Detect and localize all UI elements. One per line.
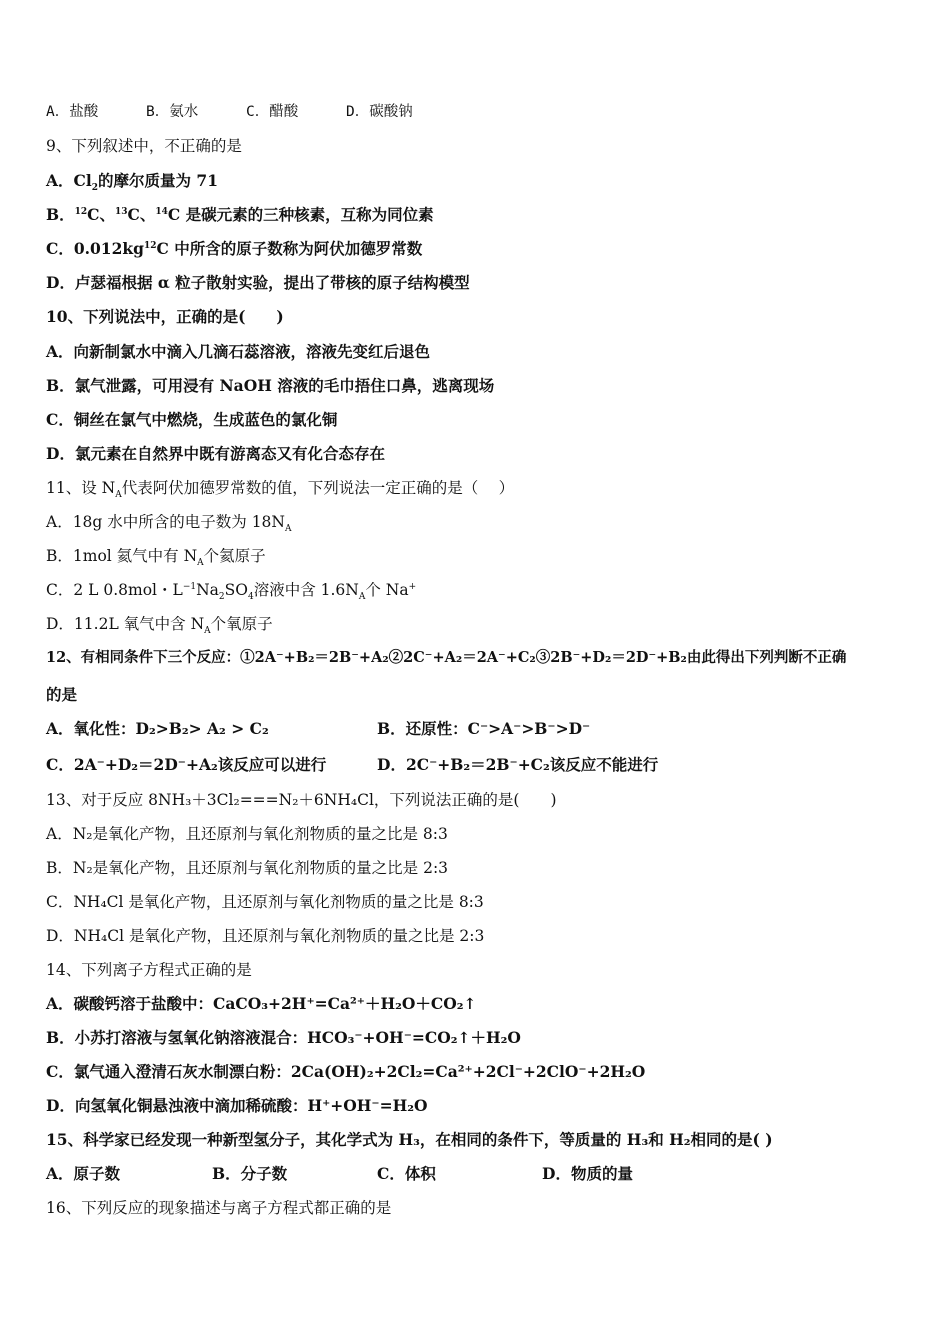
q8-option-a: A．盐酸 — [46, 104, 99, 120]
q15-option-a: A．原子数 — [46, 1164, 121, 1183]
q8-option-b: B．氨水 — [146, 104, 199, 120]
q9-stem: 9、下列叙述中，不正确的是 — [46, 137, 242, 155]
q13-option-a: A．N₂是氧化产物，且还原剂与氧化剂物质的量之比是 8:3 — [46, 825, 448, 843]
q11-stem: 11、设 $N_A$代表阿伏加德罗常数的值，下列说法一定正确的是（ ） — [46, 479, 515, 501]
q12-option-a: A．氧化性：D₂>B₂> A₂ > C₂ — [46, 719, 269, 738]
q14-option-c: C．氯气通入澄清石灰水制漂白粉：2Ca(OH)₂+2Cl₂=Ca²⁺+2Cl⁻+2ClO⁻+2H₂O — [46, 1062, 646, 1081]
q15-option-c: C．体积 — [377, 1164, 436, 1183]
q9-option-d: D．卢瑟福根据 α 粒子散射实验，提出了带核的原子结构模型 — [46, 273, 470, 292]
q15-option-b: B．分子数 — [212, 1164, 288, 1183]
q10-option-c: C．铜丝在氯气中燃烧，生成蓝色的氯化铜 — [46, 410, 338, 429]
q15-stem: 15、科学家已经发现一种新型氢分子，其化学式为 H₃，在相同的条件下，等质量的 H₃和 H₂相同的是( ) — [46, 1130, 773, 1149]
q16-stem: 16、下列反应的现象描述与离子方程式都正确的是 — [46, 1199, 392, 1217]
q15-option-d: D．物质的量 — [542, 1164, 633, 1183]
q11-option-a: A．18g 水中所含的电子数为 $18N_A$ — [46, 513, 292, 535]
q11-option-c: C．2 L 0.8mol・$L^{-1}Na_2SO_4$溶液中含 $1.6N_A$个 Na+ — [46, 581, 417, 603]
q10-stem: 10、下列说法中，正确的是( ) — [46, 307, 284, 326]
q12-option-b: B．还原性：C⁻>A⁻>B⁻>D⁻ — [377, 719, 591, 738]
q12-option-d: D．2C⁻+B₂＝2B⁻+C₂该反应不能进行 — [377, 755, 659, 774]
q10-option-b: B．氯气泄露，可用浸有 NaOH 溶液的毛巾捂住口鼻，逃离现场 — [46, 376, 495, 395]
q9-option-a: A．$Cl_2$的摩尔质量为 71 — [46, 171, 218, 194]
q11-option-d: D．11.2L 氧气中含 $N_A$个氧原子 — [46, 615, 273, 637]
q13-option-b: B．N₂是氧化产物，且还原剂与氧化剂物质的量之比是 2:3 — [46, 859, 449, 877]
q8-option-c: C．醋酸 — [246, 104, 299, 120]
q10-option-a: A．向新制氯水中滴入几滴石蕊溶液，溶液先变红后退色 — [46, 342, 431, 361]
q8-option-d: D．碳酸钠 — [346, 104, 413, 120]
q14-option-a: A．碳酸钙溶于盐酸中：CaCO₃+2H⁺=Ca²⁺＋H₂O＋CO₂↑ — [46, 994, 477, 1013]
q14-option-d: D．向氢氧化铜悬浊液中滴加稀硫酸：H⁺+OH⁻=H₂O — [46, 1096, 428, 1115]
q14-option-b: B．小苏打溶液与氢氧化钠溶液混合：HCO₃⁻+OH⁻=CO₂↑＋H₂O — [46, 1028, 521, 1047]
q9-option-b: B．$^{12}$C、$^{13}$C、$^{14}$C 是碳元素的三种核素，互称为同位素 — [46, 205, 434, 224]
q9-option-c: C．$0.012kg^{12}C$ 中所含的原子数称为阿伏加德罗常数 — [46, 239, 423, 258]
q14-stem: 14、下列离子方程式正确的是 — [46, 961, 252, 979]
q12-stem-line2: 的是 — [46, 685, 78, 704]
q13-option-c: C．NH₄Cl 是氧化产物，且还原剂与氧化剂物质的量之比是 8:3 — [46, 893, 484, 911]
q12-option-c: C．2A⁻+D₂＝2D⁻+A₂该反应可以进行 — [46, 755, 327, 774]
q12-stem-line1: 12、有相同条件下三个反应：①2A⁻+B₂＝2B⁻+A₂②2C⁻+A₂＝2A⁻+C₂③2B⁻+D₂＝2D⁻+B₂由此得出下列判断不正确 — [46, 649, 847, 666]
q13-stem: 13、对于反应 8NH₃＋3Cl₂===N₂＋6NH₄Cl，下列说法正确的是( ) — [46, 791, 557, 809]
q10-option-d: D．氯元素在自然界中既有游离态又有化合态存在 — [46, 444, 385, 463]
q13-option-d: D．NH₄Cl 是氧化产物，且还原剂与氧化剂物质的量之比是 2:3 — [46, 927, 485, 945]
q11-option-b: B．1mol 氦气中有 $N_A$个氦原子 — [46, 547, 266, 569]
